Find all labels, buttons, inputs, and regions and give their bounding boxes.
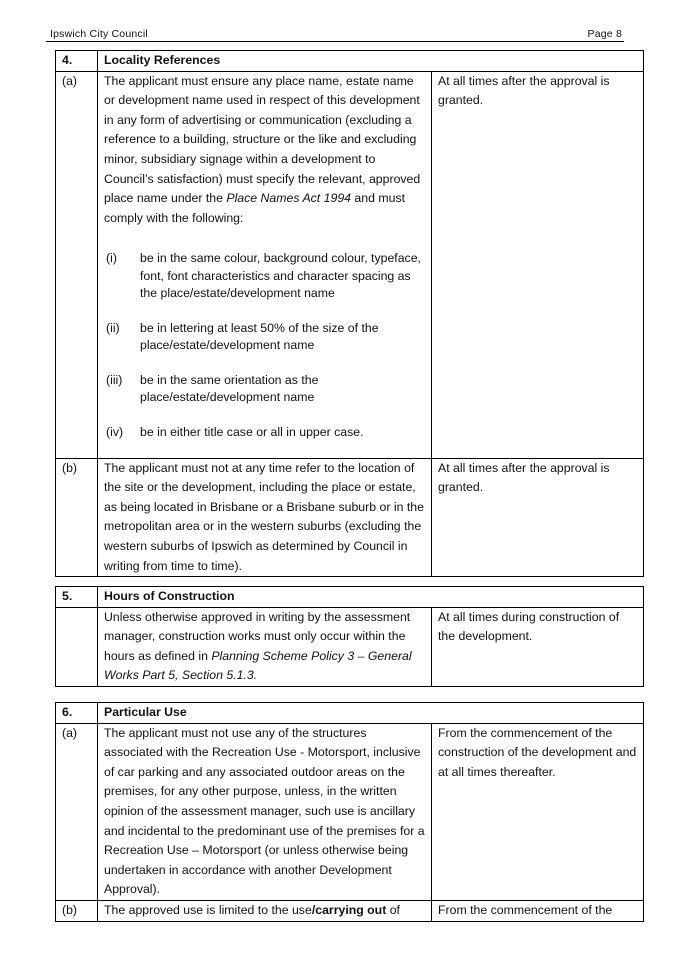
condition-label [56,607,98,686]
section-title: Hours of Construction [98,587,644,608]
section-number: 4. [56,51,98,72]
council-name: Ipswich City Council [50,28,148,40]
list-item-number: (i) [106,251,117,266]
page-header [50,26,622,42]
section-number: 6. [56,703,98,724]
condition-label: (b) [56,458,98,577]
condition-text-part: and must comply with the following: [104,191,406,225]
condition-timing: From the commencement of the [432,900,644,921]
condition-timing: At all times after the approval is granted. [432,71,644,458]
list-item [104,372,427,407]
condition-label: (a) [56,71,98,458]
act-name: Place Names Act 1994 [226,191,352,206]
condition-timing: From the commencement of the construction of the development and at all times thereafter. [432,723,644,900]
condition-text-part: of [386,902,400,917]
condition-label: (a) [56,723,98,900]
condition-text: The applicant must not use any of the structures associated with the Recreation Use - Motorsport, inclusive of car parking and any associated outdoor areas on the premises, for any other purpose, unless, in the written opinion of the assessment manager, such use is ancillary and incidental to the predominant use of the premises for a Recreation Use – Motorsport (or unless otherwise being undertaken in accordance with another Development Approval). [98,723,432,900]
condition-text-part: The approved use is limited to the use [104,902,312,917]
list-item-text: be in lettering at least 50% of the size of the place/estate/development name [140,320,379,353]
condition-text [98,607,432,686]
requirement-list [104,250,427,441]
list-item-text: be in either title case or all in upper case. [140,424,364,439]
section-number: 5. [56,587,98,608]
condition-row-6a [56,723,644,900]
condition-text [98,900,432,921]
section-header-row [56,51,644,72]
list-item-number: (iii) [106,372,123,387]
condition-table-locality-references [55,50,644,577]
page-number: Page 8 [587,28,622,40]
condition-text [98,71,432,458]
condition-table-hours-of-construction [55,586,644,687]
policy-reference: Planning Scheme Policy 3 – General Works Part 5, Section 5.1.3. [104,648,412,683]
condition-text-part: Unless otherwise approved in writing by the assessment manager, construction works must only occur within the hours as defined in [104,609,411,663]
condition-text-part: The applicant must ensure any place name, estate name or development name used in respect of this development in any form of advertising or communication (excluding a reference to a building, structure or the like and excluding minor, subsidiary signage within a development to Council’s satisfaction) must specify the relevant, approved place name under the [104,73,421,206]
list-item [104,250,427,303]
condition-table-particular-use [55,702,644,922]
condition-row-4a [56,71,644,458]
condition-label: (b) [56,900,98,921]
condition-text-bold: /carrying out [311,902,387,917]
list-item-text: be in the same colour, background colour, typeface, font, font characteristics and character spacing as the place/estate/development name [140,251,421,301]
condition-text: The applicant must not at any time refer to the location of the site or the development, including the place or estate, as being located in Brisbane or a Brisbane suburb or in the metropolitan area or in the western suburbs (excluding the western suburbs of Ipswich as determined by Council in writing from time to time). [98,458,432,577]
condition-timing: At all times after the approval is granted. [432,458,644,577]
section-title: Locality References [98,51,644,72]
condition-timing: At all times during construction of the development. [432,607,644,686]
section-header-row [56,703,644,724]
condition-row-6b [56,900,644,921]
list-item [104,424,427,442]
list-item-number: (iv) [106,424,124,439]
condition-row-5 [56,607,644,686]
list-item-text: be in the same orientation as the place/estate/development name [140,372,319,405]
list-item [104,320,427,355]
condition-row-4b [56,458,644,577]
list-item-number: (ii) [106,320,120,335]
header-divider [46,41,624,42]
section-title: Particular Use [98,703,644,724]
section-header-row [56,587,644,608]
